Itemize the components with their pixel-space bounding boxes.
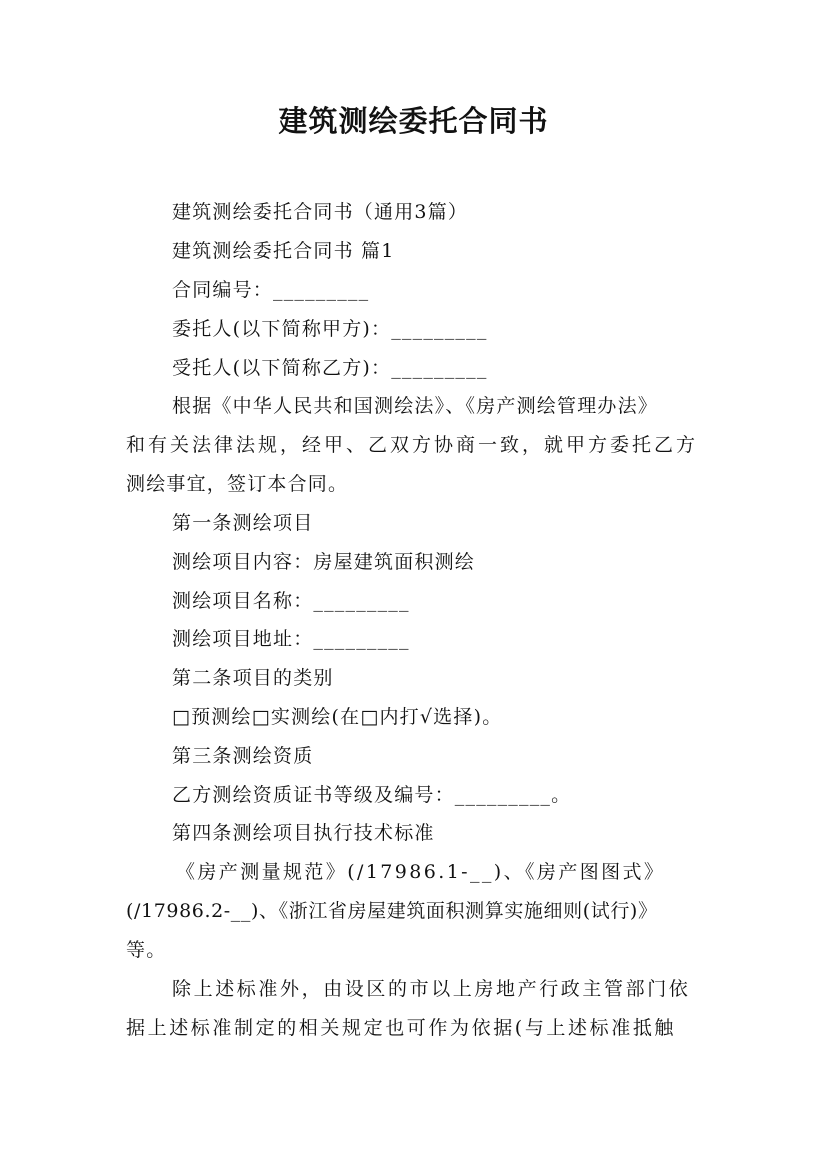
client-line: 委托人(以下简称甲方)：_________	[172, 318, 488, 340]
paragraph-line: 等。	[126, 939, 167, 961]
contract-number-line: 合同编号：_________	[172, 279, 370, 301]
article-heading: 第二条项目的类别	[172, 667, 334, 689]
document-title: 建筑测绘委托合同书	[278, 104, 549, 138]
article-heading: 第三条测绘资质	[172, 745, 314, 767]
paragraph-line: (/17986.2-__)、《浙江省房屋建筑面积测算实施细则(试行)》	[126, 900, 658, 922]
paragraph-line: 根据《中华人民共和国测绘法》、《房产测绘管理办法》	[172, 395, 659, 417]
article-heading: 第四条测绘项目执行技术标准	[172, 822, 435, 844]
paragraph-line: 测绘项目地址：_________	[172, 628, 410, 650]
contractor-line: 受托人(以下简称乙方)：_________	[172, 357, 488, 379]
subtitle-line: 建筑测绘委托合同书（通用3篇）	[172, 201, 469, 223]
paragraph-line: 测绘项目名称：_________	[172, 590, 410, 612]
paragraph-line: 《房产测量规范》(/17986.1-__)、《房产图图式》	[176, 861, 666, 883]
paragraph-line: 测绘事宜，签订本合同。	[126, 473, 349, 495]
section-heading: 建筑测绘委托合同书 篇1	[172, 240, 395, 262]
paragraph-line: □预测绘□实测绘(在□内打√选择)。	[172, 706, 503, 728]
paragraph-line: 据上述标准制定的相关规定也可作为依据(与上述标准抵触	[126, 1017, 677, 1039]
paragraph-line: 和有关法律法规，经甲、乙双方协商一致，就甲方委托乙方	[126, 434, 699, 456]
paragraph-line: 测绘项目内容：房屋建筑面积测绘	[172, 551, 476, 573]
paragraph-line: 除上述标准外，由设区的市以上房地产行政主管部门依	[172, 978, 691, 1000]
article-heading: 第一条测绘项目	[172, 512, 314, 534]
paragraph-line: 乙方测绘资质证书等级及编号：_________。	[172, 784, 572, 806]
